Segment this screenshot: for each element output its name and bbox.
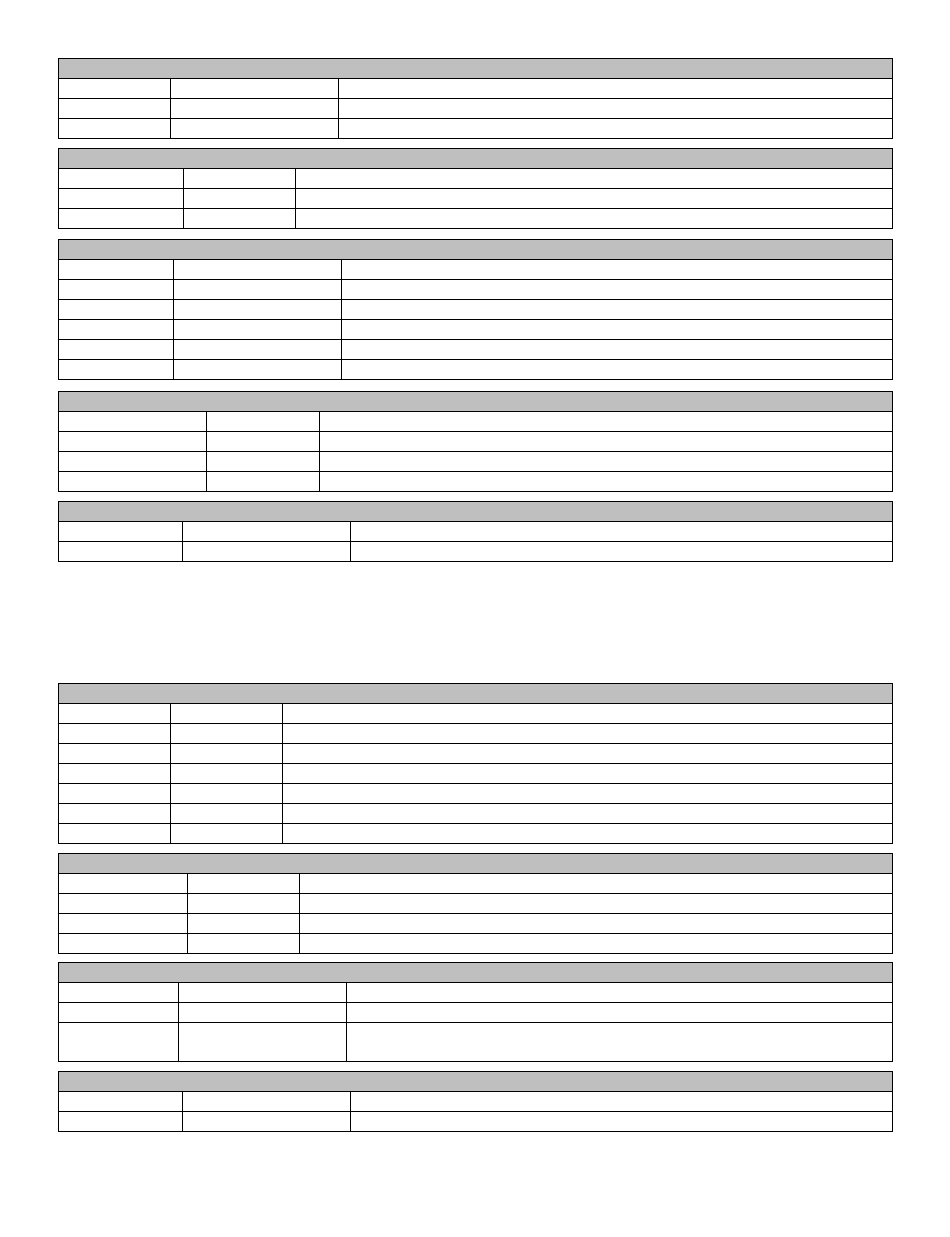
table-cell (207, 472, 320, 492)
table-cell (59, 1003, 179, 1023)
table-cell (59, 209, 184, 229)
table-cell (300, 914, 893, 934)
table-row (59, 764, 893, 784)
table-row (59, 1112, 893, 1132)
table-cell (207, 452, 320, 472)
table-cell (342, 280, 893, 300)
table-row (59, 209, 893, 229)
table-cell (320, 452, 893, 472)
table-cell (59, 472, 207, 492)
table-cell (339, 119, 893, 139)
table-cell (174, 300, 342, 320)
table-cell (174, 340, 342, 360)
table-header (59, 684, 893, 704)
form-table-7 (58, 853, 893, 954)
table-cell (183, 1112, 351, 1132)
table-cell (59, 704, 171, 724)
table-row (59, 472, 893, 492)
table-cell (59, 744, 171, 764)
table-cell (296, 169, 893, 189)
table-cell (183, 542, 351, 562)
table-cell (300, 894, 893, 914)
table-cell (171, 724, 283, 744)
table-cell (59, 260, 174, 280)
table-row (59, 983, 893, 1003)
form-table-2 (58, 148, 893, 229)
table-row (59, 1092, 893, 1112)
table-cell (59, 894, 188, 914)
table-row (59, 874, 893, 894)
table-cell (59, 432, 207, 452)
table-cell (320, 412, 893, 432)
table-cell (179, 1003, 347, 1023)
table-header (59, 240, 893, 260)
table-cell (59, 914, 188, 934)
table-cell (342, 320, 893, 340)
table-row (59, 119, 893, 139)
form-table-9 (58, 1071, 893, 1132)
table-row (59, 340, 893, 360)
table-cell (351, 542, 893, 562)
table-cell (59, 99, 171, 119)
table-row (59, 704, 893, 724)
table-cell (174, 260, 342, 280)
table-row (59, 784, 893, 804)
table-cell (59, 1023, 179, 1062)
table-cell (347, 1003, 893, 1023)
table-cell (59, 874, 188, 894)
table-cell (59, 824, 171, 844)
table-row (59, 79, 893, 99)
table-row (59, 804, 893, 824)
table-cell (342, 340, 893, 360)
table-cell (283, 724, 893, 744)
table-cell (171, 764, 283, 784)
table-header (59, 854, 893, 874)
table-cell (59, 169, 184, 189)
table-cell (59, 452, 207, 472)
table-cell (207, 412, 320, 432)
table-row (59, 300, 893, 320)
table-cell (342, 260, 893, 280)
table-row (59, 522, 893, 542)
table-row (59, 280, 893, 300)
table-cell (174, 280, 342, 300)
table-cell (171, 704, 283, 724)
table-cell (171, 119, 339, 139)
table-cell (296, 189, 893, 209)
table-cell (59, 280, 174, 300)
table-cell (59, 300, 174, 320)
table-cell (174, 320, 342, 340)
table-cell (339, 79, 893, 99)
table-cell (171, 99, 339, 119)
table-row (59, 744, 893, 764)
table-cell (59, 934, 188, 954)
table-cell (283, 784, 893, 804)
table-cell (59, 983, 179, 1003)
table-cell (184, 209, 296, 229)
table-row (59, 1023, 893, 1062)
table-cell (59, 119, 171, 139)
table-row (59, 189, 893, 209)
table-cell (171, 784, 283, 804)
table-header (59, 59, 893, 79)
table-cell (320, 472, 893, 492)
table-cell (339, 99, 893, 119)
table-cell (188, 894, 300, 914)
table-row (59, 360, 893, 380)
table-cell (183, 1092, 351, 1112)
table-header (59, 149, 893, 169)
form-table-3 (58, 239, 893, 380)
table-cell (283, 824, 893, 844)
table-header (59, 392, 893, 412)
table-row (59, 542, 893, 562)
form-table-4 (58, 391, 893, 492)
form-table-6 (58, 683, 893, 844)
table-row (59, 432, 893, 452)
form-table-8 (58, 962, 893, 1062)
table-row (59, 99, 893, 119)
table-cell (183, 522, 351, 542)
table-cell (171, 804, 283, 824)
table-cell (179, 1023, 347, 1062)
table-cell (184, 189, 296, 209)
form-table-1 (58, 58, 893, 139)
table-cell (171, 79, 339, 99)
table-cell (59, 412, 207, 432)
table-cell (188, 874, 300, 894)
table-row (59, 724, 893, 744)
table-cell (59, 724, 171, 744)
table-cell (59, 1092, 183, 1112)
table-row (59, 452, 893, 472)
table-cell (283, 764, 893, 784)
table-row (59, 320, 893, 340)
table-cell (184, 169, 296, 189)
table-cell (59, 340, 174, 360)
table-cell (59, 189, 184, 209)
table-cell (59, 1112, 183, 1132)
form-table-5 (58, 501, 893, 562)
table-cell (283, 804, 893, 824)
table-cell (283, 704, 893, 724)
table-cell (59, 804, 171, 824)
table-row (59, 894, 893, 914)
table-cell (342, 300, 893, 320)
table-cell (59, 320, 174, 340)
table-cell (59, 360, 174, 380)
table-row (59, 824, 893, 844)
table-cell (351, 1112, 893, 1132)
table-cell (59, 764, 171, 784)
table-cell (296, 209, 893, 229)
table-header (59, 1072, 893, 1092)
table-cell (171, 744, 283, 764)
table-cell (59, 784, 171, 804)
table-cell (174, 360, 342, 380)
table-cell (188, 914, 300, 934)
table-row (59, 1003, 893, 1023)
table-cell (59, 542, 183, 562)
table-cell (347, 1023, 893, 1062)
table-cell (171, 824, 283, 844)
table-cell (300, 874, 893, 894)
table-cell (300, 934, 893, 954)
table-cell (320, 432, 893, 452)
table-cell (351, 1092, 893, 1112)
table-cell (342, 360, 893, 380)
table-cell (347, 983, 893, 1003)
table-header (59, 502, 893, 522)
table-row (59, 914, 893, 934)
table-cell (59, 522, 183, 542)
table-row (59, 934, 893, 954)
table-cell (283, 744, 893, 764)
table-row (59, 260, 893, 280)
table-cell (207, 432, 320, 452)
table-header (59, 963, 893, 983)
table-row (59, 412, 893, 432)
table-cell (188, 934, 300, 954)
table-cell (351, 522, 893, 542)
table-cell (59, 79, 171, 99)
table-cell (179, 983, 347, 1003)
table-row (59, 169, 893, 189)
